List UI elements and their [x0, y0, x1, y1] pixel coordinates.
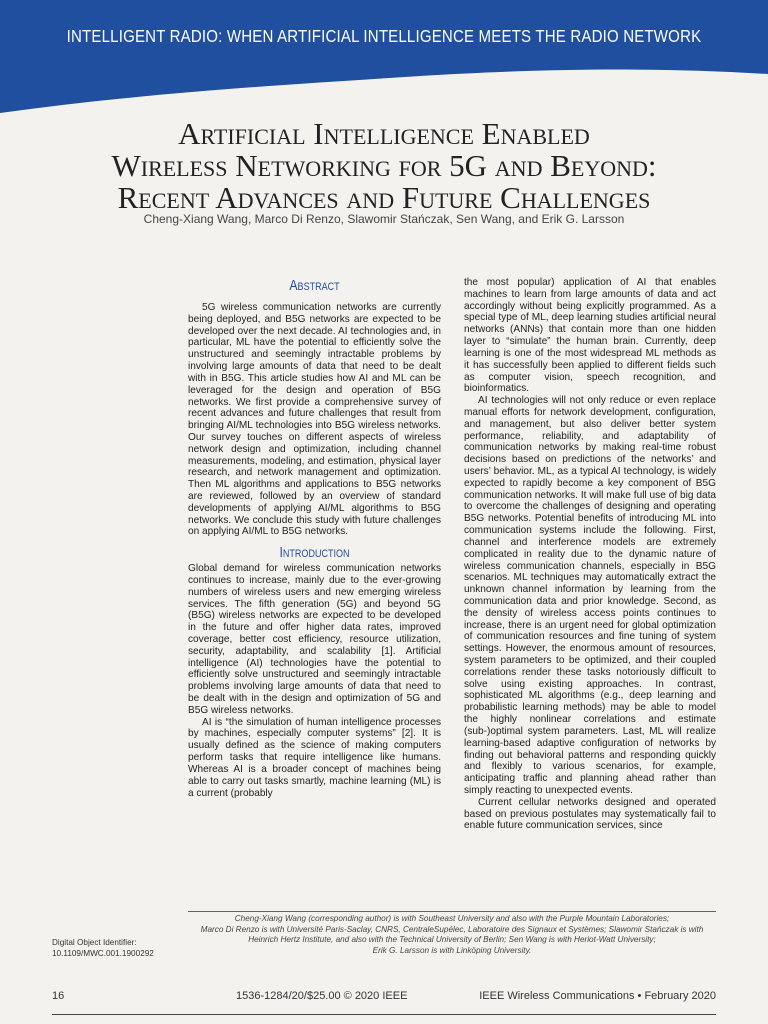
paragraph: Global demand for wireless communication networks continues to increase, mainly due to the ever-growing numbers of wireless users and new emerging wireless services. The fifth generation (5G) and beyond 5G (B5G) wireless networks are expected to be developed in the future and offer higher data rates, improved coverage, better cost efficiency, resource utilization, security, adaptability, and scalability [1]. Artificial intelligence (AI) technologies have the potential to efficiently solve unstructured and seemingly intractable problems involving large amounts of data that need to be dealt with in the design and optimization of 5G and B5G wireless networks.: [188, 563, 441, 716]
page-number: 16: [52, 990, 65, 1002]
issn-copyright: 1536-1284/20/$25.00 © 2020 IEEE: [236, 990, 408, 1002]
introduction-heading: Introduction: [279, 544, 350, 562]
paragraph: AI technologies will not only reduce or even replace manual efforts for network development, configuration, and management, but also deliver better system performance, reliability, and adaptability of communication networks by making real-time robust decisions based on predictions of the networks’ and users’ behavior. ML, as a typical AI technology, is widely expected to rapidly become a key component of B5G communication networks. It will make full use of big data to overcome the challenges of designing and operating B5G networks. Potential benefits of introducing ML into communication systems include the following. First, channel and interference models are extremely complicated in reality due to the dynamic nature of wireless communication channels, especially in B5G scenarios. ML techniques may automatically extract the unknown channel information by learning from the communication data and prior knowledge. Second, as the density of wireless access points continues to increase, there is an urgent need for global optimization of communication resources and fine tuning of system settings. However, the enormous amount of resources, system parameters to be optimized, and their coupled correlations render these tasks notoriously difficult to solve using existing approaches. In contrast, sophisticated ML algorithms (e.g., deep learning and probabilistic learning methods) may be able to model the highly nonlinear correlations and estimate (sub-)optimal system parameters. Last, ML will realize learning-based adaptive configuration of networks by finding out behavioral patterns and responding quickly and flexibly to various scenarios, for example, anticipating traffic and planning ahead rather than simply reacting to unexpected events.: [464, 395, 716, 796]
left-column: [188, 302, 441, 799]
footnote-line: Marco Di Renzo is with Université Paris-Saclay, CNRS, CentraleSupélec, Laboratoire des Signaux et Systèmes; Slawomir Stańczak is with: [200, 924, 704, 934]
right-column: [464, 277, 716, 832]
banner-title: INTELLIGENT RADIO: WHEN ARTIFICIAL INTELLIGENCE MEETS THE RADIO NETWORK: [66, 26, 702, 46]
footnote-line: Cheng-Xiang Wang (corresponding author) is with Southeast University and also with the Purple Mountain Laboratories;: [234, 914, 670, 923]
doi-block: [52, 937, 182, 959]
article-title: [60, 118, 708, 214]
footnote-line: Heinrich Hertz Institute, and also with the Technical University of Berlin; Sen Wang is with Heriot-Watt University;: [248, 935, 656, 945]
paragraph: Current cellular networks designed and operated based on previous postulates may systematically fail to enable future communication services, since: [464, 796, 716, 832]
journal-info: IEEE Wireless Communications • February 2020: [479, 990, 716, 1002]
title-line: Wireless Networking for 5G and Beyond:: [111, 148, 657, 183]
abstract-text: 5G wireless communication networks are currently being deployed, and B5G networks are expected to be developed over the next decade. AI technologies and, in particular, ML have the potential to efficiently solve the unstructured and seemingly intractable problems by involving large amounts of data that need to be dealt with in B5G. This article studies how AI and ML can be leveraged for the design and operation of B5G networks. We first provide a comprehensive survey of recent advances and future challenges that result from bringing AI/ML technologies into B5G wireless networks. Our survey touches on different aspects of wireless network design and optimization, including channel measurements, modeling, and estimation, physical layer research, and network management and optimization. Then ML algorithms and applications to B5G networks are reviewed, followed by an overview of standard developments of applying AI/ML algorithms to B5G networks. We conclude this study with future challenges on applying AI/ML to B5G networks.: [188, 302, 441, 538]
title-line: Artificial Intelligence Enabled: [178, 116, 590, 151]
abstract-heading: Abstract: [289, 277, 340, 294]
footer-divider: [52, 1014, 716, 1015]
footnote-line: Erik G. Larsson is with Linköping University.: [372, 945, 532, 955]
title-line: Recent Advances and Future Challenges: [117, 180, 651, 215]
doi-value: 10.1109/MWC.001.1900292: [52, 949, 154, 958]
header-banner: [0, 0, 768, 115]
author-affiliations: [188, 914, 716, 956]
paragraph: the most popular) application of AI that enables machines to learn from large amounts of data and act accordingly without being explicitly programmed. As a special type of ML, deep learning studies artificial neural networks (ANNs) that contain more than one hidden layer to “simulate” the human brain. Currently, deep learning is one of the most widespread ML methods as it has successfully been applied to different fields such as computer vision, speech recognition, and bioinformatics.: [464, 277, 716, 395]
footnote-divider: [188, 911, 716, 912]
banner-shape: [0, 0, 768, 115]
doi-label: Digital Object Identifier:: [52, 938, 137, 947]
author-list: Cheng-Xiang Wang, Marco Di Renzo, Slawomir Stańczak, Sen Wang, and Erik G. Larsson: [143, 212, 625, 226]
paragraph: AI is “the simulation of human intelligence processes by machines, especially computer systems” [2]. It is usually defined as the science of making computers perform tasks that require intelligence like humans. Whereas AI is a broader concept of machines being able to carry out tasks smartly, machine learning (ML) is a current (probably: [188, 716, 441, 799]
